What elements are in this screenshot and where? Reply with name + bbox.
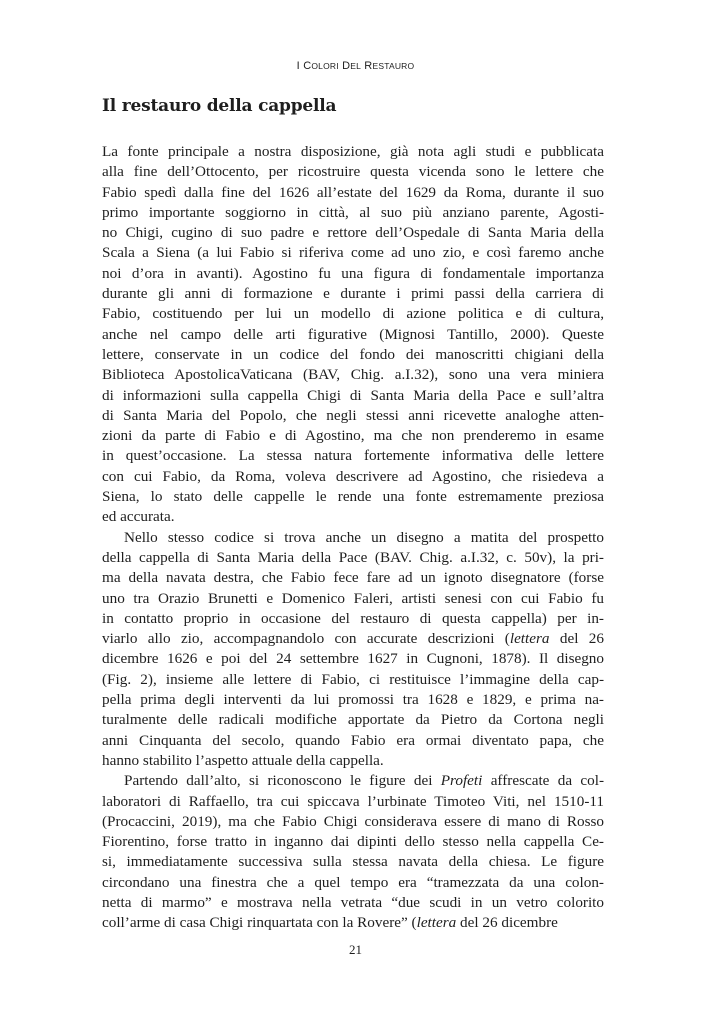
text-run: (Procaccini, 2019), ma che Fabio Chigi considerava essere di mano di Rosso xyxy=(102,812,604,830)
text-line xyxy=(102,162,604,182)
italic-text: Profeti xyxy=(440,772,483,790)
text-line xyxy=(102,386,604,406)
text-line xyxy=(102,284,604,304)
text-run: laboratori di Raffaello, tra cui spiccava l’urbinate Timoteo Viti, nel 1510-11 xyxy=(102,792,604,810)
text-run: alla fine dell’Ottocento, per ricostruire questa vicenda sono le lettere che xyxy=(102,163,604,181)
text-line xyxy=(102,406,604,426)
text-run: del 26 dicembre xyxy=(456,914,558,932)
text-run: pella prima degli interventi da lui promossi tra 1628 e 1829, e prima na- xyxy=(102,691,604,709)
text-line xyxy=(102,913,604,933)
running-header-title: I COLORI DEL RESTAURO xyxy=(296,60,415,72)
text-line xyxy=(102,548,604,568)
text-line xyxy=(102,365,604,385)
text-line xyxy=(102,893,604,913)
text-line xyxy=(102,568,604,588)
text-run: primo importante soggiorno in città, al suo più anziano parente, Agosti- xyxy=(102,203,604,221)
text-run: (Fig. 2), insieme alle lettere di Fabio, ci restituisce l’immagine della cap- xyxy=(102,670,604,688)
text-run: Fiorentino, forse tratto in inganno dai dipinti dello stesso nella cappella Ce- xyxy=(102,833,604,851)
text-line xyxy=(102,304,604,324)
text-run: in quest’occasione. La stessa natura fortemente informativa delle lettere xyxy=(102,447,604,465)
text-line xyxy=(102,426,604,446)
italic-text: lettera xyxy=(416,914,457,932)
text-line xyxy=(102,325,604,345)
text-run: circondano una finestra che a quel tempo era “tramezzata da una colon- xyxy=(102,873,604,891)
text-run: no Chigi, cugino di suo padre e rettore dell’Ospedale di Santa Maria della xyxy=(102,224,604,242)
text-run: noi d’ora in avanti). Agostino fu una figura di fondamentale importanza xyxy=(102,264,604,282)
text-line xyxy=(102,792,604,812)
paragraph xyxy=(102,771,604,933)
text-line xyxy=(102,731,604,751)
text-run: della cappella di Santa Maria della Pace (BAV. Chig. a.I.32, c. 50v), la pri- xyxy=(102,548,604,566)
running-header xyxy=(0,60,711,72)
text-line xyxy=(102,223,604,243)
text-run: Nello stesso codice si trova anche un disegno a matita del prospetto xyxy=(124,528,604,546)
text-run: uno tra Orazio Brunetti e Domenico Faleri, artisti senesi con cui Fabio fu xyxy=(102,589,604,607)
text-line xyxy=(102,873,604,893)
text-run: di Santa Maria del Popolo, che negli stessi anni ricevette analoghe atten- xyxy=(102,406,604,424)
text-run: Siena, lo stato delle cappelle le rende una fonte estremamente preziosa xyxy=(102,488,604,506)
text-run: di informazioni sulla cappella Chigi di Santa Maria della Pace e sull’altra xyxy=(102,386,604,404)
section-title: Il restauro della cappella xyxy=(102,96,337,116)
text-line xyxy=(102,812,604,832)
text-run: Partendo dall’alto, si riconoscono le figure dei xyxy=(124,772,441,790)
text-run: si, immediatamente successiva sulla stessa navata della chiesa. Le figure xyxy=(102,853,604,871)
text-run: lettere, conservate in un codice del fondo dei manoscritti chigiani della xyxy=(102,345,604,363)
text-run: Fabio, costituendo per lui un modello di azione politica e di cultura, xyxy=(102,305,604,323)
text-run: Fabio spedì dalla fine del 1626 all’estate del 1629 da Roma, durante il suo xyxy=(102,183,604,201)
text-line xyxy=(102,609,604,629)
text-run: zioni da parte di Fabio e di Agostino, ma che non prenderemo in esame xyxy=(102,427,604,445)
text-line xyxy=(102,751,604,771)
text-line xyxy=(102,142,604,162)
text-run: in contatto proprio in occasione del restauro di questa cappella) per in- xyxy=(102,609,604,627)
text-line xyxy=(102,589,604,609)
page-number: 21 xyxy=(349,942,362,957)
text-line xyxy=(102,264,604,284)
paragraph xyxy=(102,142,604,528)
text-run: dicembre 1626 e poi del 24 settembre 1627 in Cugnoni, 1878). Il disegno xyxy=(102,650,604,668)
text-run: anche nel campo delle arti figurative (Mignosi Tantillo, 2000). Queste xyxy=(102,325,604,343)
text-line xyxy=(102,690,604,710)
text-run: coll’arme di casa Chigi rinquartata con la Rovere” ( xyxy=(102,914,417,932)
text-run: netta di marmo” e mostrava nella vetrata “due scudi in un vetro colorito xyxy=(102,893,604,911)
text-line xyxy=(102,852,604,872)
text-run: viarlo allo zio, accompagnandolo con accurate descrizioni ( xyxy=(102,630,510,648)
italic-text: lettera xyxy=(509,630,550,648)
text-line xyxy=(102,467,604,487)
text-run: durante gli anni di formazione e durante i primi passi della carriera di xyxy=(102,285,604,303)
text-line xyxy=(102,487,604,507)
text-run: del 26 xyxy=(549,630,604,648)
text-run: ed accurata. xyxy=(102,508,175,526)
text-line xyxy=(102,345,604,365)
text-run: Scala a Siena (a lui Fabio si riferiva come ad uno zio, e così faremo anche xyxy=(102,244,604,262)
text-run: affrescate da col- xyxy=(482,772,605,790)
text-run: anni Cinquanta del secolo, quando Fabio era ormai diventato papa, che xyxy=(102,731,604,749)
text-run: Biblioteca ApostolicaVaticana (BAV, Chig. a.I.32), sono una vera miniera xyxy=(102,366,604,384)
text-line xyxy=(102,649,604,669)
text-run: turalmente delle radicali modifiche apportate da Pietro da Cortona negli xyxy=(102,711,604,729)
text-run: hanno stabilito l’aspetto attuale della cappella. xyxy=(102,751,384,769)
text-line xyxy=(102,670,604,690)
text-line xyxy=(102,629,604,649)
text-line xyxy=(102,771,604,791)
text-run: La fonte principale a nostra disposizione, già nota agli studi e pubblicata xyxy=(102,143,604,160)
text-line xyxy=(102,243,604,263)
text-run: con cui Fabio, da Roma, voleva descrivere ad Agostino, che risiedeva a xyxy=(102,467,604,485)
text-line xyxy=(102,507,604,527)
text-run: ma della navata destra, che Fabio fece fare ad un ignoto disegnatore (forse xyxy=(102,569,604,587)
text-line xyxy=(102,183,604,203)
body-text xyxy=(102,142,604,934)
text-line xyxy=(102,446,604,466)
paragraph xyxy=(102,528,604,772)
text-line xyxy=(102,710,604,730)
text-line xyxy=(102,528,604,548)
text-line xyxy=(102,203,604,223)
text-line xyxy=(102,832,604,852)
